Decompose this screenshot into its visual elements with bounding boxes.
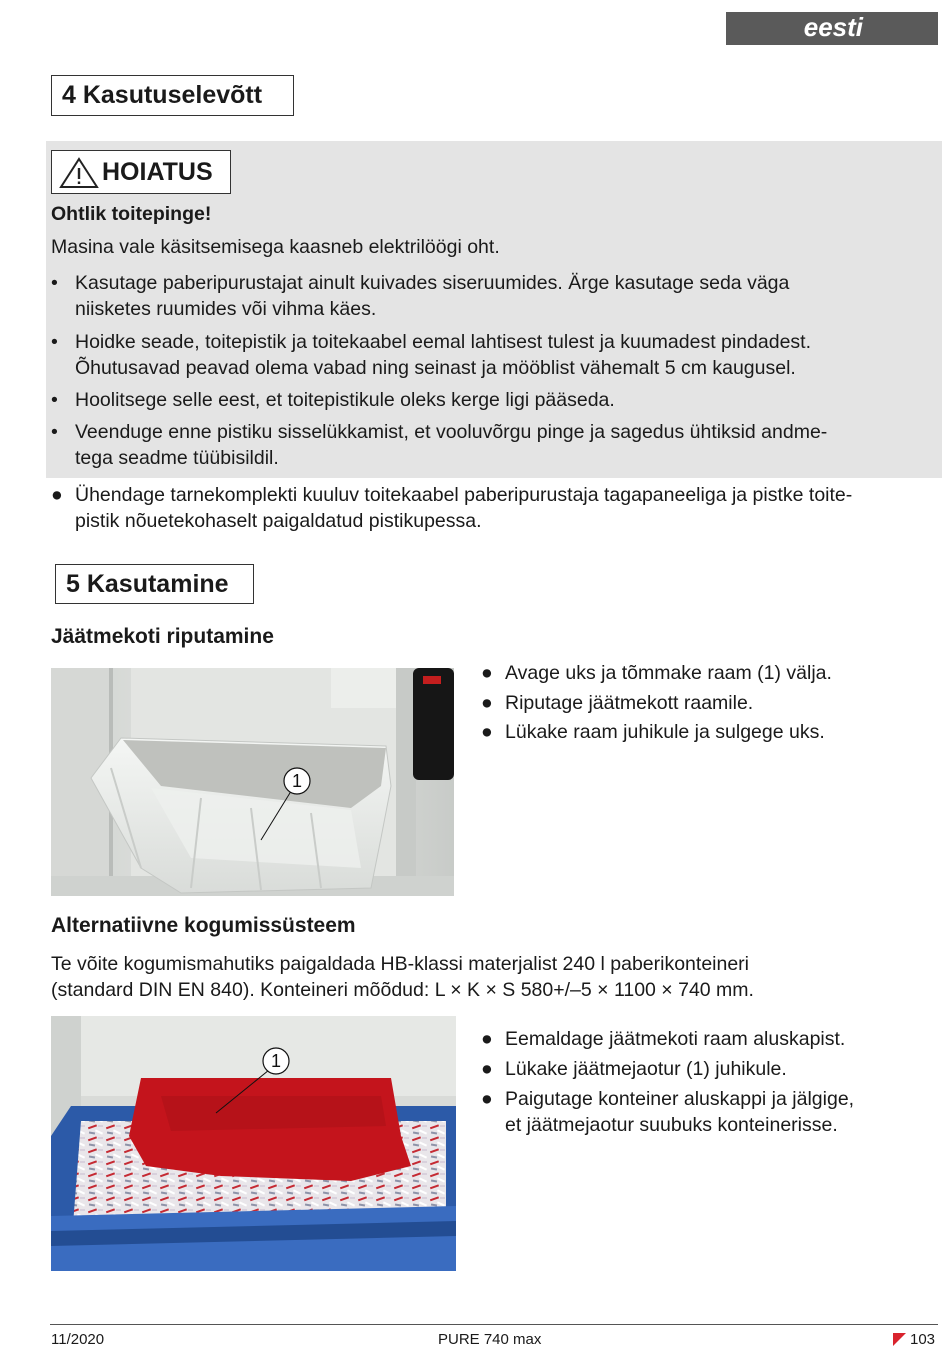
connect-step-text: Ühendage tarnekomplekti kuuluv toitekaabel paberipurustaja tagapaneeliga ja pistke toite- [75, 484, 853, 506]
footer-page-number: 103 [910, 1331, 936, 1348]
alt-heading: Alternatiivne kogumissüsteem [51, 914, 356, 937]
bag-callout-number: 1 [291, 771, 303, 791]
warning-bullet-text: Veenduge enne pistiku sisselükkamist, et vooluvõrgu pinge ja sagedus ühtiksid andme- [75, 421, 828, 443]
footer-model: PURE 740 max [438, 1331, 542, 1348]
bag-step-text: Avage uks ja tõmmake raam (1) välja. [505, 662, 832, 684]
bag-heading: Jäätmekoti riputamine [51, 625, 274, 648]
language-tab: eesti [726, 12, 938, 45]
bag-step-text: Riputage jäätmekott raamile. [505, 692, 754, 714]
connect-step-text: pistik nõuetekohaselt paigaldatud pistikupessa. [75, 510, 482, 532]
alt-step: ● Eemaldage jäätmekoti raam aluskapist. [481, 1028, 846, 1050]
warning-bullet-text: tega seadme tüübisildil. [75, 447, 279, 469]
alt-step: ● Lükake jäätmejaotur (1) juhikule. [481, 1058, 787, 1080]
warning-bullet-text: Õhutusavad peavad olema vabad ning seinast ja mööblist vähemalt 5 cm kaugusel. [75, 357, 796, 379]
bag-step: ● Riputage jäätmekott raamile. [481, 692, 754, 714]
container-callout-number: 1 [270, 1051, 282, 1071]
warning-intro: Masina vale käsitsemisega kaasneb elektrilöögi oht. [51, 236, 500, 258]
warning-label: HOIATUS [102, 158, 213, 186]
connect-step: ● Ühendage tarnekomplekti kuuluv toitekaabel paberipurustaja tagapaneeliga ja pistke toite- pistik nõuetekohaselt paigaldatud pistikupessa. [51, 484, 853, 532]
bag-step: ● Avage uks ja tõmmake raam (1) välja. [481, 662, 832, 684]
bag-step: ● Lükake raam juhikule ja sulgege uks. [481, 721, 825, 743]
footer-rule [50, 1324, 938, 1325]
warning-bullet: • Hoidke seade, toitepistik ja toitekaabel eemal lahtisest tulest ja kuumadest pindadest. Õhutusavad peavad olema vabad ning seinast ja mööblist vähemalt 5 cm kaugusel. [51, 331, 812, 379]
alt-step-text: Eemaldage jäätmekoti raam aluskapist. [505, 1028, 846, 1050]
warning-bullet-text: Hoidke seade, toitepistik ja toitekaabel eemal lahtisest tulest ja kuumadest pindadest. [75, 331, 812, 353]
warning-triangle-icon [59, 157, 99, 189]
container-photo [51, 1016, 456, 1271]
warning-bullet-text: niisketes ruumides või vihma käes. [75, 298, 377, 320]
warning-bullet-text: Hoolitsege selle eest, et toitepistikule oleks kerge ligi pääseda. [75, 389, 615, 411]
alt-step-text: Paigutage konteiner aluskappi ja jälgige, [505, 1088, 855, 1110]
bag-frame-photo [51, 668, 454, 896]
warning-bullet: • Veenduge enne pistiku sisselükkamist, et vooluvõrgu pinge ja sagedus ühtiksid andme- tega seadme tüübisildil. [51, 421, 828, 469]
red-corner-icon [893, 1333, 906, 1346]
warning-bullet-text: Kasutage paberipurustajat ainult kuivades siseruumides. Ärge kasutage seda väga [75, 272, 790, 294]
alt-step: ● Paigutage konteiner aluskappi ja jälgige, et jäätmejaotur suubuks konteinerisse. [481, 1088, 855, 1136]
section-5-title: 5 Kasutamine [55, 564, 254, 604]
section-4-title: 4 Kasutuselevõtt [51, 75, 294, 116]
alt-step-text: Lükake jäätmejaotur (1) juhikule. [505, 1058, 787, 1080]
warning-heading: Ohtlik toitepinge! [51, 203, 212, 225]
warning-bullet: • Kasutage paberipurustajat ainult kuivades siseruumides. Ärge kasutage seda väga niisketes ruumides või vihma käes. [51, 272, 790, 320]
alt-step-text: et jäätmejaotur suubuks konteinerisse. [505, 1114, 838, 1136]
warning-bullet: • Hoolitsege selle eest, et toitepistikule oleks kerge ligi pääseda. [51, 389, 615, 411]
bag-step-text: Lükake raam juhikule ja sulgege uks. [505, 721, 825, 743]
footer-date: 11/2020 [51, 1331, 105, 1348]
alt-text-line: (standard DIN EN 840). Konteineri mõõdud: L × K × S 580+/–5 × 1100 × 740 mm. [51, 979, 754, 1001]
alt-text-line: Te võite kogumismahutiks paigaldada HB-klassi materjalist 240 l paberikonteineri [51, 953, 750, 975]
warning-label-box [51, 150, 231, 194]
